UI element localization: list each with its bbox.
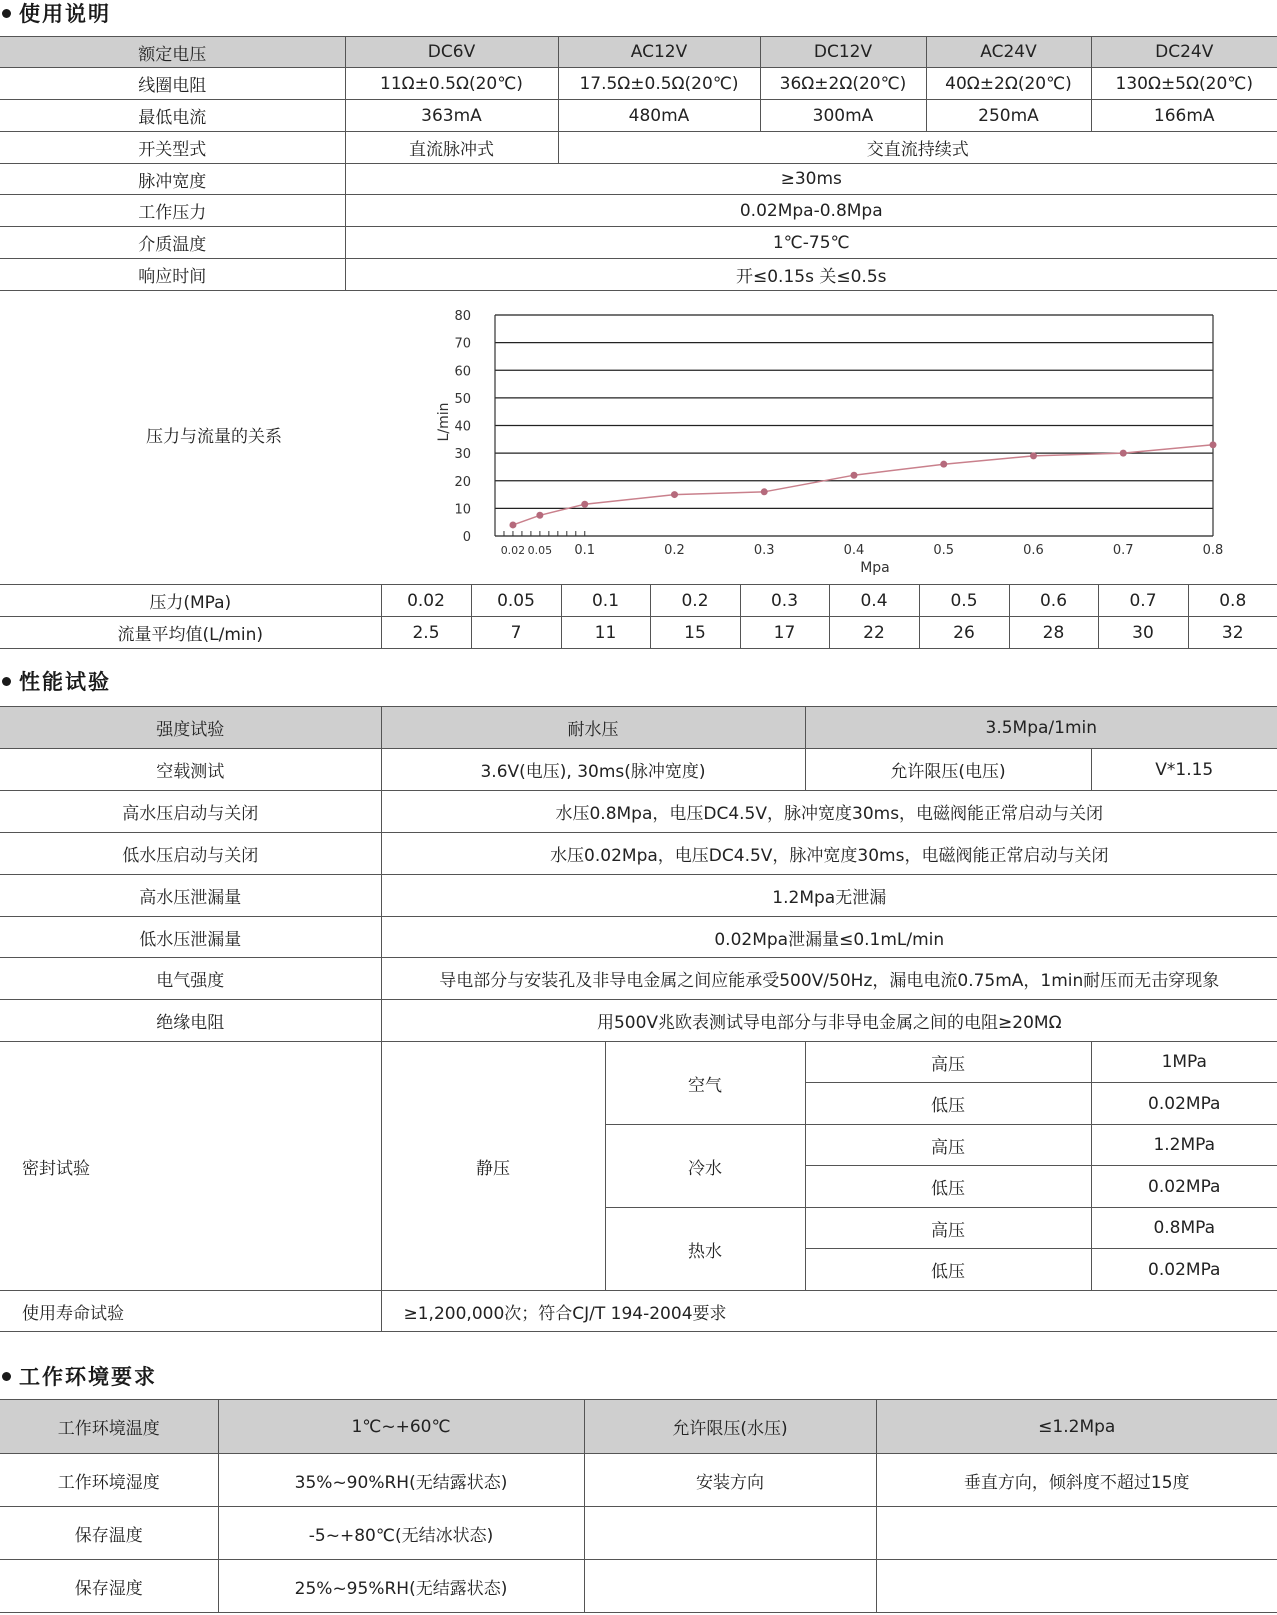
cell: 0.02	[381, 585, 471, 617]
cell-empty	[584, 1560, 876, 1613]
pressure-flow-chart-area	[0, 292, 1277, 584]
cell: 0.1	[561, 585, 650, 617]
perf-row-life	[0, 1291, 1277, 1332]
row-label: 流量平均值(L/min)	[0, 617, 381, 649]
perf-row-seal	[0, 1042, 1277, 1083]
row-label: 开关型式	[0, 132, 345, 164]
spec-header-col: DC12V	[760, 37, 926, 68]
cell: 1.2Mpa无泄漏	[381, 875, 1277, 917]
cell: 1MPa	[1091, 1042, 1277, 1083]
spec-header-col: AC12V	[558, 37, 760, 68]
chart-data-point	[1210, 441, 1217, 448]
chart-data-point	[940, 461, 947, 468]
env-row	[0, 1560, 1277, 1613]
chart-data-point	[1120, 450, 1127, 457]
chart-x-tick-label: 0.6	[1023, 543, 1044, 558]
cell: 300mA	[760, 100, 926, 132]
cell: 0.8	[1188, 585, 1277, 617]
cell: 水压0.8Mpa，电压DC4.5V，脉冲宽度30ms，电磁阀能正常启动与关闭	[381, 791, 1277, 833]
row-label: 工作环境温度	[0, 1400, 218, 1454]
cell: 28	[1009, 617, 1098, 649]
row-label: 保存湿度	[0, 1560, 218, 1613]
row-label: 低水压启动与关闭	[0, 833, 381, 875]
spec-row-switch	[0, 132, 1277, 164]
cell: 1.2MPa	[1091, 1125, 1277, 1166]
cell: 0.05	[471, 585, 561, 617]
spec-row-temp	[0, 227, 1277, 259]
chart-x-tick-label: 0.3	[753, 543, 775, 558]
performance-table	[0, 706, 1277, 1332]
env-row	[0, 1400, 1277, 1454]
chart-y-tick-label: 0	[462, 530, 471, 545]
cell: 26	[919, 617, 1009, 649]
cell: 0.2	[650, 585, 740, 617]
chart-y-tick-label: 60	[454, 364, 471, 380]
cell: ≥1,200,000次；符合CJ/T 194-2004要求	[381, 1291, 1277, 1332]
cell: 低压	[805, 1166, 1091, 1208]
spec-row-response	[0, 259, 1277, 291]
cell: 导电部分与安装孔及非导电金属之间应能承受500V/50Hz，漏电电流0.75mA，1min耐压而无击穿现象	[381, 958, 1277, 1000]
chart-y-axis-label: L/min	[436, 402, 452, 442]
cell: 低压	[805, 1083, 1091, 1125]
row-label: 绝缘电阻	[0, 1000, 381, 1042]
cell: 耐水压	[381, 707, 805, 749]
cell: 安装方向	[584, 1454, 876, 1507]
cell: 热水	[605, 1208, 805, 1291]
env-row	[0, 1454, 1277, 1507]
spec-header-col: DC24V	[1091, 37, 1277, 68]
row-label: 工作压力	[0, 195, 345, 227]
section-title-text: 工作环境要求	[19, 1365, 157, 1389]
row-label: 高水压泄漏量	[0, 875, 381, 917]
cell: 允许限压(水压)	[584, 1400, 876, 1454]
cell: 低压	[805, 1249, 1091, 1291]
row-label: 低水压泄漏量	[0, 917, 381, 958]
spec-row-current	[0, 100, 1277, 132]
cell: 用500V兆欧表测试导电部分与非导电金属之间的电阻≥20MΩ	[381, 1000, 1277, 1042]
cell: 32	[1188, 617, 1277, 649]
section-title-performance	[2, 666, 111, 696]
cell-empty	[584, 1507, 876, 1560]
cell: 空气	[605, 1042, 805, 1125]
row-label: 使用寿命试验	[0, 1291, 381, 1332]
row-label: 工作环境湿度	[0, 1454, 218, 1507]
row-label: 强度试验	[0, 707, 381, 749]
bullet-icon	[2, 677, 11, 686]
cell: 22	[829, 617, 919, 649]
cell: 363mA	[345, 100, 558, 132]
cell: 40Ω±2Ω(20℃)	[926, 68, 1091, 100]
chart-data-point	[761, 488, 768, 495]
perf-row-lp-leak	[0, 917, 1277, 958]
cell: 冷水	[605, 1125, 805, 1208]
row-label: 密封试验	[0, 1042, 381, 1291]
cell: 高压	[805, 1125, 1091, 1166]
chart-y-tick-label: 40	[454, 419, 471, 435]
row-label: 最低电流	[0, 100, 345, 132]
section-title-environment	[2, 1361, 157, 1391]
chart-x-tick-label: 0.1	[574, 543, 596, 558]
chart-data-point	[671, 491, 678, 498]
chart-x-tick-label: 0.05	[527, 544, 553, 557]
cell: 17	[740, 617, 829, 649]
cell: 开≤0.15s 关≤0.5s	[345, 259, 1277, 291]
cell: 允许限压(电压)	[805, 749, 1091, 791]
cell: 15	[650, 617, 740, 649]
spec-header-label: 额定电压	[0, 37, 345, 68]
cell: 30	[1098, 617, 1188, 649]
cell: V*1.15	[1091, 749, 1277, 791]
perf-row-noload	[0, 749, 1277, 791]
cell: 3.5Mpa/1min	[805, 707, 1277, 749]
cell: 166mA	[1091, 100, 1277, 132]
cell: 2.5	[381, 617, 471, 649]
cell: 25%~95%RH(无结露状态)	[218, 1560, 584, 1613]
chart-y-tick-label: 50	[454, 391, 471, 407]
row-label: 空载测试	[0, 749, 381, 791]
chart-x-tick-label: 0.2	[664, 543, 685, 558]
cell: 130Ω±5Ω(20℃)	[1091, 68, 1277, 100]
row-label: 响应时间	[0, 259, 345, 291]
row-label: 高水压启动与关闭	[0, 791, 381, 833]
perf-row-insul	[0, 1000, 1277, 1042]
chart-y-tick-label: 30	[454, 447, 471, 463]
cell: 480mA	[558, 100, 760, 132]
cell: 250mA	[926, 100, 1091, 132]
chart-y-tick-label: 20	[454, 474, 471, 490]
row-label: 线圈电阻	[0, 68, 345, 100]
section-title-text: 使用说明	[19, 2, 111, 26]
chart-x-tick-label: 0.5	[933, 543, 955, 558]
chart-data-point	[509, 521, 516, 528]
chart-y-tick-label: 10	[454, 502, 471, 518]
spec-header-row	[0, 37, 1277, 68]
row-label: 保存温度	[0, 1507, 218, 1560]
perf-row-elec	[0, 958, 1277, 1000]
cell-empty	[876, 1560, 1277, 1613]
cell: 0.7	[1098, 585, 1188, 617]
cell: 0.02MPa	[1091, 1083, 1277, 1125]
cell: 17.5Ω±0.5Ω(20℃)	[558, 68, 760, 100]
spec-header-col: AC24V	[926, 37, 1091, 68]
row-label: 脉冲宽度	[0, 164, 345, 195]
bullet-icon	[2, 9, 11, 18]
chart-data-point	[536, 512, 543, 519]
cell: 0.3	[740, 585, 829, 617]
cell: 0.4	[829, 585, 919, 617]
cell: 水压0.02Mpa，电压DC4.5V，脉冲宽度30ms，电磁阀能正常启动与关闭	[381, 833, 1277, 875]
cell: 交直流持续式	[558, 132, 1277, 164]
perf-row-hp-onoff	[0, 791, 1277, 833]
cell: 36Ω±2Ω(20℃)	[760, 68, 926, 100]
cell: 0.02Mpa泄漏量≤0.1mL/min	[381, 917, 1277, 958]
chart-x-tick-label: 0.02	[500, 544, 526, 557]
chart-x-tick-label: 0.8	[1202, 543, 1224, 558]
flow-row-flow	[0, 617, 1277, 649]
spec-row-resistance	[0, 68, 1277, 100]
spec-header-col: DC6V	[345, 37, 558, 68]
perf-row-strength	[0, 707, 1277, 749]
cell: 高压	[805, 1042, 1091, 1083]
perf-row-lp-onoff	[0, 833, 1277, 875]
cell: ≤1.2Mpa	[876, 1400, 1277, 1454]
cell: 0.8MPa	[1091, 1208, 1277, 1249]
cell: 7	[471, 617, 561, 649]
cell: 垂直方向，倾斜度不超过15度	[876, 1454, 1277, 1507]
chart-caption: 压力与流量的关系	[146, 427, 282, 447]
spec-row-pulse-width	[0, 164, 1277, 195]
chart-series-line	[513, 445, 1213, 525]
chart-data-point	[851, 472, 858, 479]
bullet-icon	[2, 1372, 11, 1381]
cell: 11	[561, 617, 650, 649]
chart-y-tick-label: 70	[454, 336, 471, 352]
spec-table	[0, 36, 1277, 291]
row-label: 压力(MPa)	[0, 585, 381, 617]
cell: 0.02MPa	[1091, 1249, 1277, 1291]
cell: 直流脉冲式	[345, 132, 558, 164]
chart-data-point	[581, 501, 588, 508]
cell: 35%~90%RH(无结露状态)	[218, 1454, 584, 1507]
cell: 3.6V(电压), 30ms(脉冲宽度)	[381, 749, 805, 791]
section-title-text: 性能试验	[19, 670, 111, 694]
section-title-usage	[2, 0, 111, 28]
chart-x-axis-label: Mpa	[860, 560, 890, 576]
cell: 11Ω±0.5Ω(20℃)	[345, 68, 558, 100]
cell: 0.6	[1009, 585, 1098, 617]
chart-data-point	[1030, 452, 1037, 459]
cell: 0.02Mpa-0.8Mpa	[345, 195, 1277, 227]
chart-x-tick-label: 0.7	[1112, 543, 1134, 558]
row-label: 电气强度	[0, 958, 381, 1000]
cell: 高压	[805, 1208, 1091, 1249]
flow-row-pressure	[0, 585, 1277, 617]
cell: 0.5	[919, 585, 1009, 617]
cell: ≥30ms	[345, 164, 1277, 195]
chart-x-tick-label: 0.4	[843, 543, 865, 558]
cell: -5~+80℃(无结冰状态)	[218, 1507, 584, 1560]
env-row	[0, 1507, 1277, 1560]
cell-empty	[876, 1507, 1277, 1560]
cell: 1℃-75℃	[345, 227, 1277, 259]
perf-row-hp-leak	[0, 875, 1277, 917]
cell: 1℃~+60℃	[218, 1400, 584, 1454]
chart-y-tick-label: 80	[454, 309, 471, 324]
cell: 静压	[381, 1042, 605, 1291]
cell: 0.02MPa	[1091, 1166, 1277, 1208]
row-label: 介质温度	[0, 227, 345, 259]
flow-table	[0, 584, 1277, 649]
spec-row-pressure	[0, 195, 1277, 227]
environment-table	[0, 1399, 1277, 1613]
